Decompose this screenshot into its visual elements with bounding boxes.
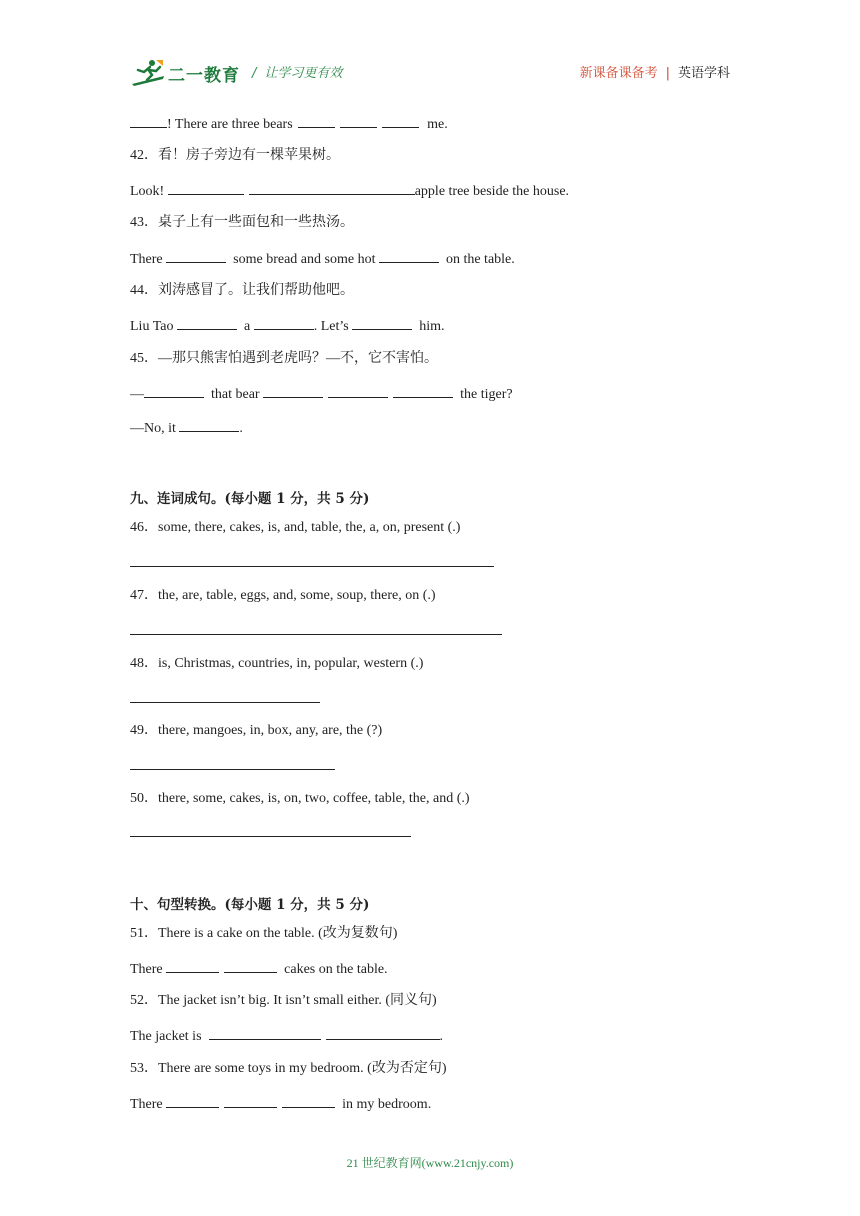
logo-text: 二一教育 (168, 65, 240, 86)
answer-line-51: There cakes on the table. (130, 959, 388, 979)
answer-blank[interactable] (168, 181, 244, 195)
question-43: 43．桌子上有一些面包和一些热汤。 (130, 215, 354, 230)
answer-line-53: There in my bedroom. (130, 1094, 431, 1114)
question-45: 45．—那只熊害怕遇到老虎吗？—不，它不害怕。 (130, 351, 438, 366)
answer-line-48[interactable] (130, 702, 320, 703)
slogan: / 让学习更有效 (252, 66, 343, 81)
answer-line-42: Look! apple tree beside the house. (130, 181, 569, 201)
answer-blank[interactable] (130, 114, 167, 128)
answer-line-44: Liu Tao a . Let’s him. (130, 316, 444, 336)
answer-blank[interactable] (144, 384, 204, 398)
section-10-title: 十、句型转换。(每小题 1 分，共 5 分) (130, 897, 370, 913)
answer-blank[interactable] (352, 316, 412, 330)
slogan-text: 让学习更有效 (264, 66, 343, 81)
answer-blank[interactable] (254, 316, 314, 330)
answer-blank[interactable] (209, 1026, 321, 1040)
answer-blank[interactable] (166, 249, 226, 263)
question-52: 52．The jacket isn’t big. It isn’t small either. (同义句) (130, 993, 437, 1008)
answer-blank[interactable] (224, 959, 277, 973)
answer-line-50[interactable] (130, 836, 411, 837)
question-53: 53．There are some toys in my bedroom. (改为否定句) (130, 1061, 447, 1076)
answer-line-41: ! There are three bears me. (130, 114, 448, 134)
question-46: 46．some, there, cakes, is, and, table, the, a, on, present (.) (130, 520, 461, 535)
answer-line-45b: —No, it . (130, 418, 243, 438)
question-44: 44．刘涛感冒了。让我们帮助他吧。 (130, 283, 354, 298)
answer-blank[interactable] (393, 384, 453, 398)
question-48: 48．is, Christmas, countries, in, popular, western (.) (130, 656, 424, 671)
answer-blank[interactable] (282, 1094, 335, 1108)
answer-blank[interactable] (263, 384, 323, 398)
page-footer[interactable]: 21 世纪教育网(www.21cnjy.com) (346, 1156, 514, 1170)
answer-line-45a: — that bear the tiger? (130, 384, 513, 404)
question-47: 47．the, are, table, eggs, and, some, soup, there, on (.) (130, 588, 436, 603)
answer-line-49[interactable] (130, 769, 335, 770)
answer-blank[interactable] (340, 114, 377, 128)
answer-line-46[interactable] (130, 566, 494, 567)
answer-blank[interactable] (249, 181, 415, 195)
header-subject-name: 英语学科 (677, 66, 730, 81)
header-course: 新课备课备考 (579, 66, 658, 81)
answer-blank[interactable] (179, 418, 239, 432)
header-subject (580, 62, 730, 81)
page-header (130, 54, 730, 90)
answer-blank[interactable] (382, 114, 419, 128)
answer-line-47[interactable] (130, 634, 502, 635)
question-42: 42．看！房子旁边有一棵苹果树。 (130, 148, 340, 163)
question-51: 51．There is a cake on the table. (改为复数句) (130, 926, 398, 941)
answer-blank[interactable] (166, 1094, 219, 1108)
answer-blank[interactable] (298, 114, 335, 128)
answer-blank[interactable] (224, 1094, 277, 1108)
question-50: 50．there, some, cakes, is, on, two, coffee, table, the, and (.) (130, 791, 470, 806)
answer-blank[interactable] (379, 249, 439, 263)
answer-line-43: There some bread and some hot on the table. (130, 249, 515, 269)
logo (130, 58, 240, 88)
answer-blank[interactable] (328, 384, 388, 398)
answer-blank[interactable] (166, 959, 219, 973)
answer-line-52: The jacket is . (130, 1026, 443, 1046)
header-separator: | (665, 66, 670, 81)
answer-blank[interactable] (177, 316, 237, 330)
question-49: 49．there, mangoes, in, box, any, are, the (?) (130, 723, 383, 738)
runner-logo-icon (130, 58, 166, 88)
answer-blank[interactable] (326, 1026, 440, 1040)
section-9-title: 九、连词成句。(每小题 1 分，共 5 分) (130, 491, 370, 507)
